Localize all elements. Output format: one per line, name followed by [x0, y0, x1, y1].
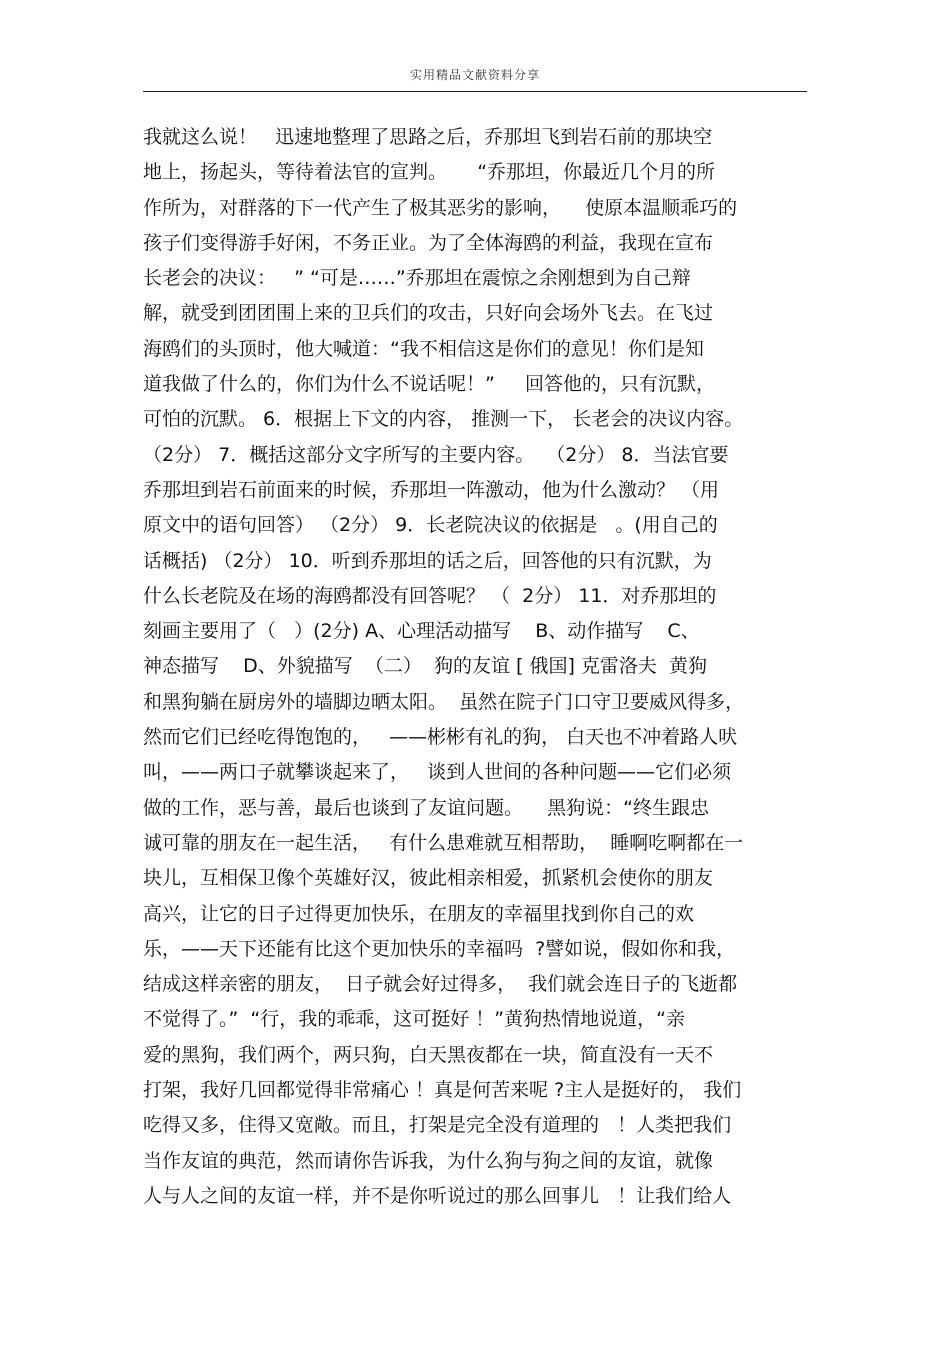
text-line: 吃得又多，住得又宽敞。而且，打架是完全没有道理的 ！人类把我们	[143, 1114, 732, 1137]
text-line: 乐，——天下还能有比这个更加快乐的幸福吗 ?譬如说，假如你和我，	[143, 937, 736, 960]
text-line: 做的工作，恶与善，最后也谈到了友谊问题。 黑狗说：“终生跟忠	[143, 796, 710, 819]
text-line: 什么长老院及在场的海鸥都没有回答呢？ （ 2分） 11．对乔那坦的	[143, 584, 717, 607]
text-line: 爱的黑狗，我们两个，两只狗，白天黑夜都在一块，简直没有一天不	[143, 1043, 714, 1066]
text-line: 作所为，对群落的下一代产生了极其恶劣的影响， 使原本温顺乖巧的	[143, 196, 738, 219]
text-line: 叫，——两口子就攀谈起来了， 谈到人世间的各种问题——它们必须	[143, 761, 732, 784]
text-line: 地上，扬起头，等待着法官的宣判。 “乔那坦，你最近几个月的所	[143, 161, 716, 184]
text-line: 当作友谊的典范，然而请你告诉我，为什么狗与狗之间的友谊，就像	[143, 1149, 714, 1172]
text-line: 块儿，互相保卫像个英雄好汉，彼此相亲相爱，抓紧机会使你的朋友	[143, 867, 714, 890]
page-header: 实用精品文献资料分享	[409, 68, 540, 82]
text-line: 诚可靠的朋友在一起生活， 有什么患难就互相帮助， 睡啊吃啊都在一	[143, 831, 744, 854]
text-line: 高兴，让它的日子过得更加快乐，在朋友的幸福里找到你自己的欢	[143, 902, 695, 925]
header-divider	[143, 91, 807, 92]
text-line: 我就这么说！ 迅速地整理了思路之后，乔那坦飞到岩石前的那块空	[143, 126, 713, 148]
body-text	[143, 120, 823, 1214]
text-line: 不觉得了。” “行，我的乖乖，这可挺好 ！”黄狗热情地说道，“亲	[143, 1008, 685, 1031]
text-line: 结成这样亲密的朋友， 日子就会好过得多， 我们就会连日子的飞逝都	[143, 973, 738, 996]
text-line: 原文中的语句回答） （2分） 9．长老院决议的依据是 。(用自己的	[143, 514, 718, 537]
text-line: 然而它们已经吃得饱饱的， ——彬彬有礼的狗， 白天也不冲着路人吠	[143, 726, 738, 749]
text-line: 解，就受到团团围上来的卫兵们的攻击，只好向会场外飞去。在飞过	[143, 302, 714, 325]
text-line: 长老会的决议： ” “可是……”乔那坦在震惊之余刚想到为自己辩	[143, 267, 691, 290]
text-line: 和黑狗躺在厨房外的墙脚边晒太阳。 虽然在院子门口守卫要威风得多，	[143, 690, 745, 713]
text-line: 打架，我好几回都觉得非常痛心 ！真是何苦来呢 ?主人是挺好的， 我们	[143, 1079, 742, 1102]
text-line: 可怕的沉默。 6．根据上下文的内容， 推测一下， 长老会的决议内容。	[143, 408, 744, 431]
text-line: 道我做了什么的，你们为什么不说话呢！” 回答他的，只有沉默，	[143, 373, 716, 396]
text-line: 人与人之间的友谊一样，并不是你听说过的那么回事儿 ！让我们给人	[143, 1184, 732, 1207]
text-line: 话概括) （2分） 10．听到乔那坦的话之后，回答他的只有沉默，为	[143, 549, 712, 572]
text-line: 刻画主要用了（ ）(2分) A、心理活动描写 B、动作描写 C、	[143, 620, 700, 643]
text-line: 孩子们变得游手好闲，不务正业。为了全体海鸥的利益，我现在宣布	[143, 231, 714, 254]
text-line: （2分） 7．概括这部分文字所写的主要内容。 （2分） 8．当法官要	[143, 443, 729, 466]
text-line: 乔那坦到岩石前面来的时候，乔那坦一阵激动，他为什么激动？ （用	[143, 478, 720, 501]
text-line: 海鸥们的头顶时，他大喊道：“我不相信这是你们的意见！你们是知	[143, 337, 704, 360]
text-line: 神态描写 D、外貌描写 （二） 狗的友谊 [ 俄国] 克雷洛夫 黄狗	[143, 655, 707, 678]
